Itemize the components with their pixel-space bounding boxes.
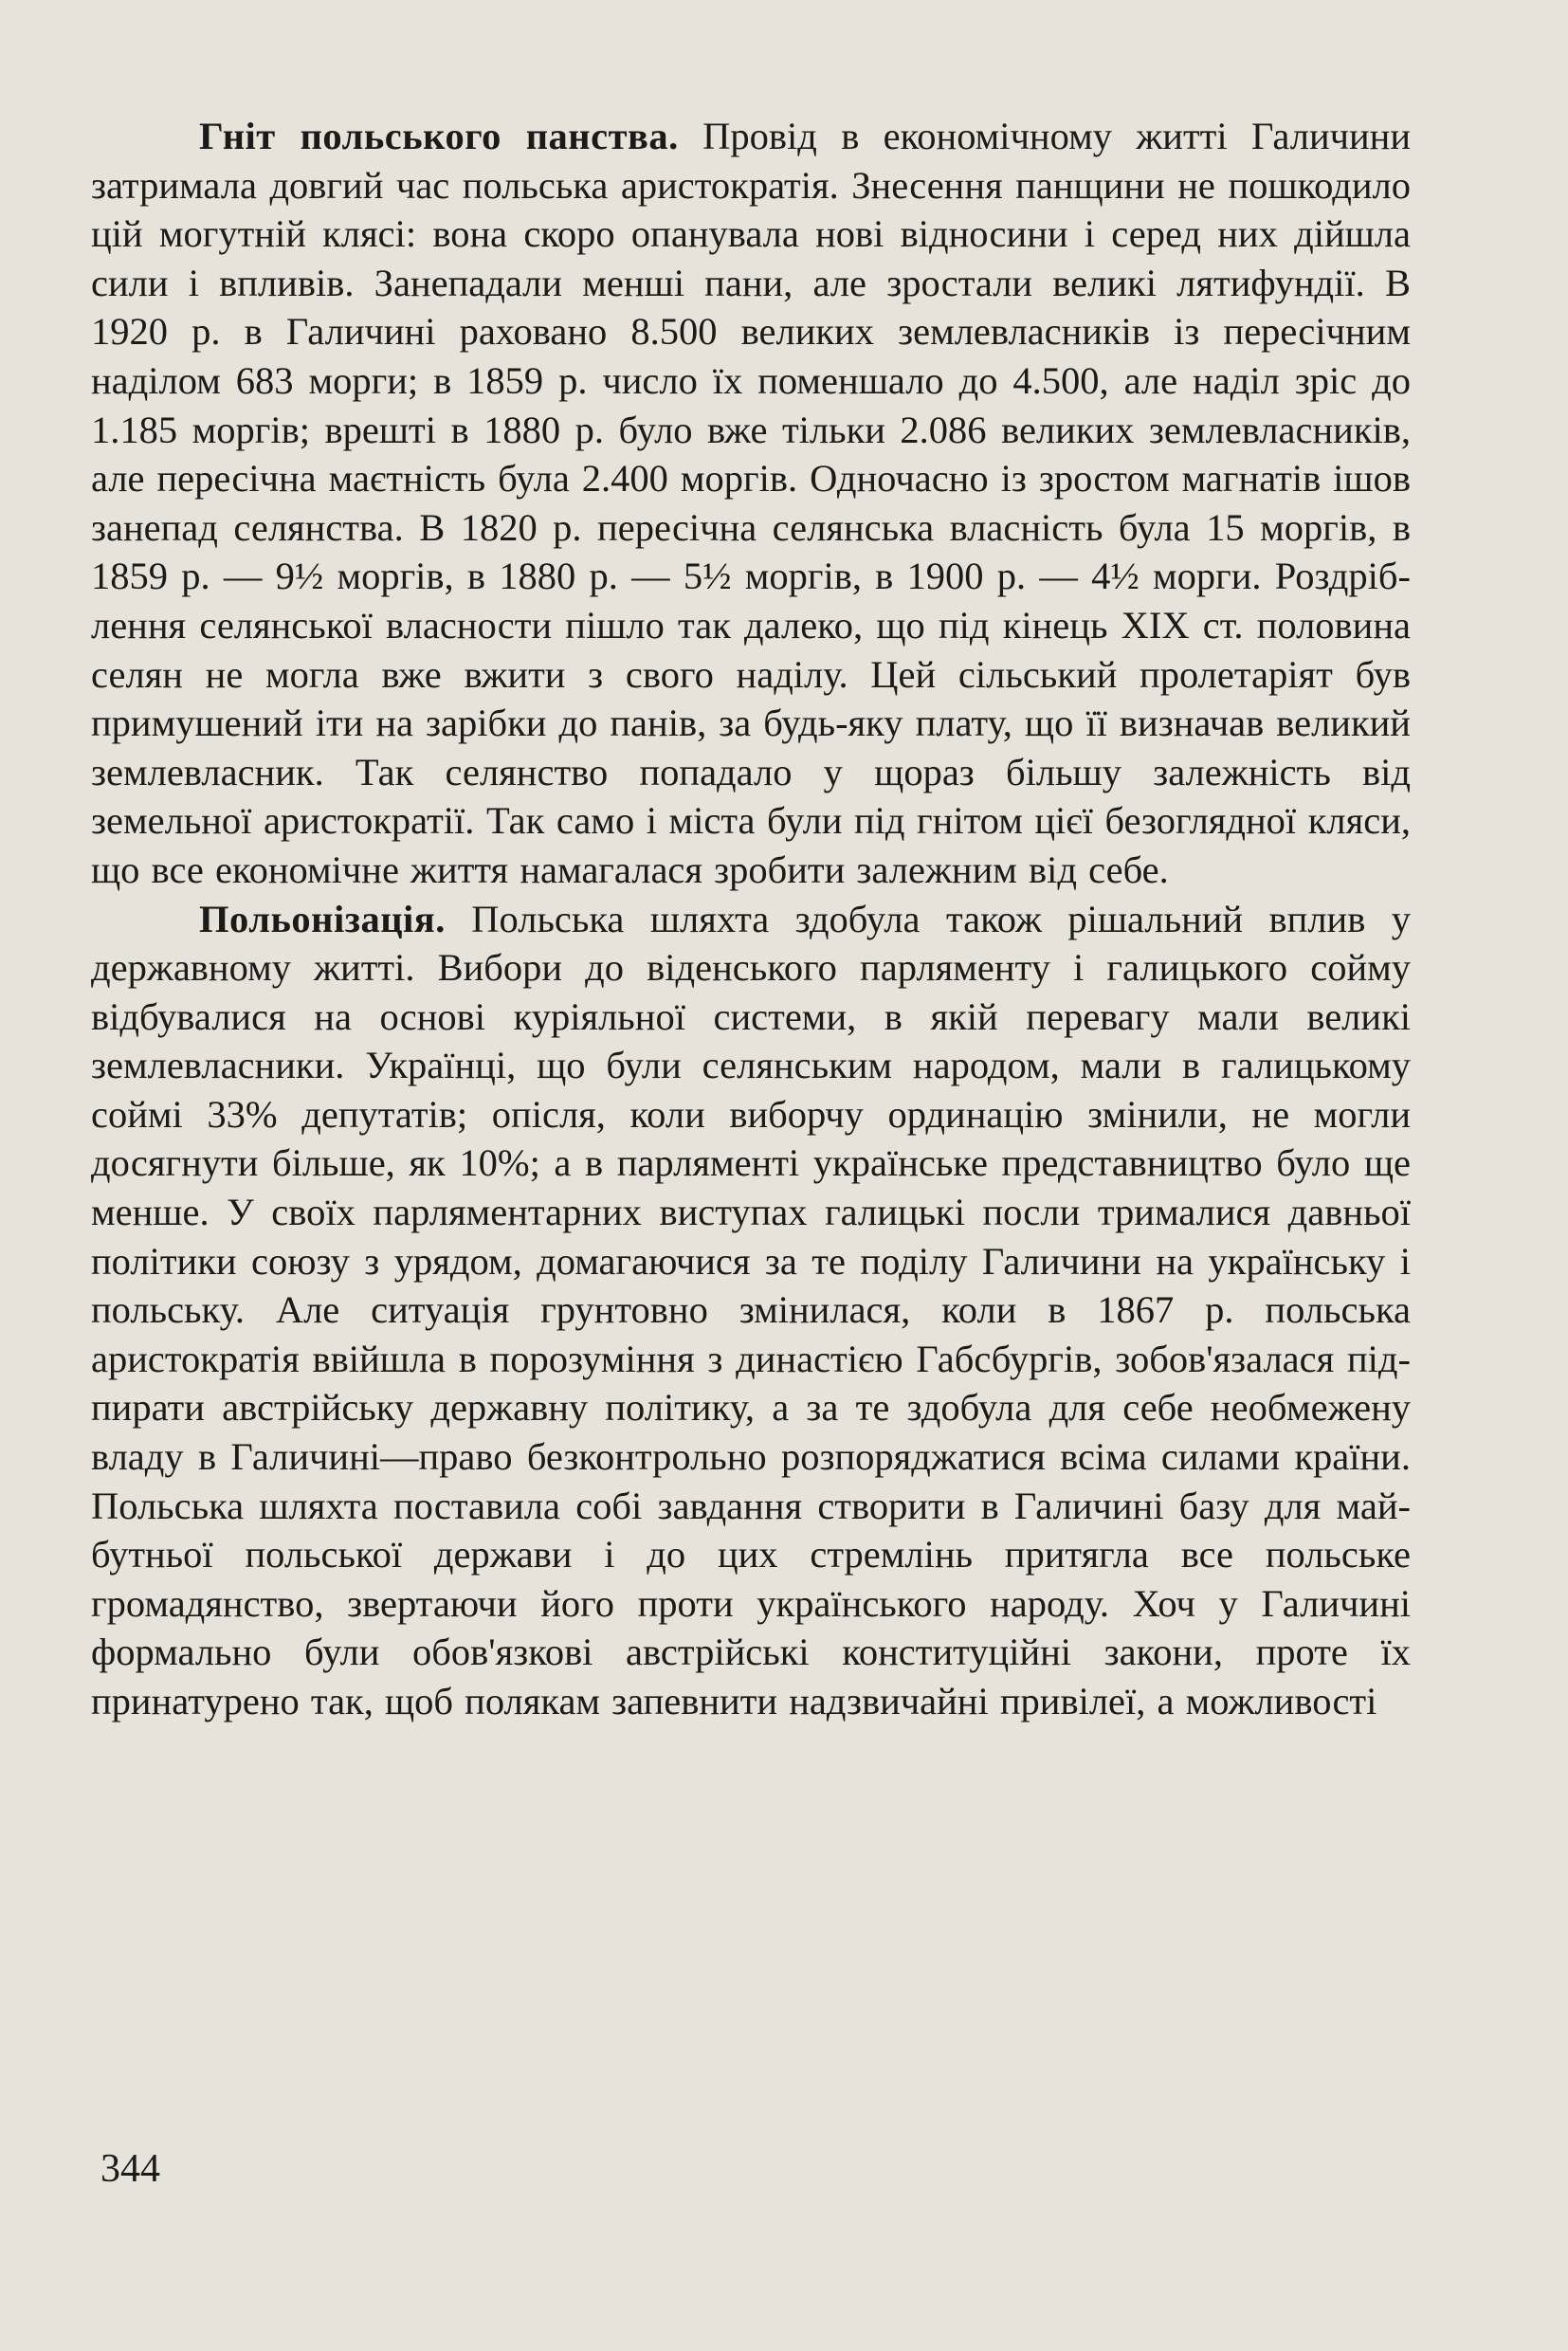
paragraph-polonization <box>91 895 1411 1726</box>
paragraph-text: Провід в економічному житті Галичини затримала довгий час польська аристократія. Знесення панщини не пошкодило цій могутній клясі: вона скоро опанувала нові відносини і серед них дійшла сили і впливів. Занепадали менші пани, але зростали великі лятифундії. В 1920 р. в Галичині раховано 8.500 великих землевласників із пересічним наділом 683 морги; в 1859 р. число їх поменшало до 4.500, але наділ зріс до 1.185 моргів; врешті в 1880 р. було вже тільки 2.086 великих землевласників, але пересічна маєтність була 2.400 моргів. Одночасно із зростом магнатів ішов занепад селянства. В 1820 р. пересічна селянська власність була 15 моргів, в 1859 р. — 9½ моргів, в 1880 р. — 5½ моргів, в 1900 р. — 4½ морги. Роздріблення селянської власности пішло так далеко, що під кінець XIX ст. половина селян не могла вже вжити з свого наділу. Цей сільський пролетаріят був примушений іти на зарібки до панів, за будь-яку плату, що її визначав великий землевласник. Так селянство попадало у щораз більшу залежність від земельної аристократії. Так само і міста були під гнітом цієї безоглядної кляси, що все економічне життя намагалася зробити залежним від себе. <box>91 115 1412 891</box>
body-text <box>91 112 1411 1726</box>
paragraph-heading: Гніт польського панства. <box>199 115 679 157</box>
paragraph-heading: Польонізація. <box>199 897 446 940</box>
paragraph-text: Польська шляхта здобула також рішальний вплив у державному житті. Вибори до віденського парляменту і галицького сойму відбувалися на основі куріяльної системи, в якій перевагу мали великі землевласники. Українці, що були селянським народом, мали в галицькому соймі 33% депутатів; опісля, коли виборчу ординацію змінили, не могли досягнути більше, як 10%; а в парляменті українське представництво було ще менше. У своїх парляментарних виступах галицькі посли трималися давньої політики союзу з урядом, домагаючися за те поділу Галичини на українську і польську. Але ситуація грунтовно змінилася, коли в 1867 р. польська аристократія ввійшла в порозуміння з династією Габсбургів, зобов'язалася підпирати австрійську державну політику, а за те здобула для себе необмежену владу в Галичині—право безконтрольно розпоряджатися всіма силами країни. Польська шляхта поставила собі завдання створити в Галичині базу для майбутньої польської держави і до цих стремлінь притягла все польське громадянство, звертаючи його проти українського народу. Хоч у Галичині формально були обов'язкові австрійські конституційні закони, проте їх принатурено так, щоб полякам запевнити надзвичайні привілеї, а можливості <box>91 897 1411 1722</box>
page-number: 344 <box>100 2147 160 2191</box>
paragraph-galician-nobility <box>91 112 1411 895</box>
